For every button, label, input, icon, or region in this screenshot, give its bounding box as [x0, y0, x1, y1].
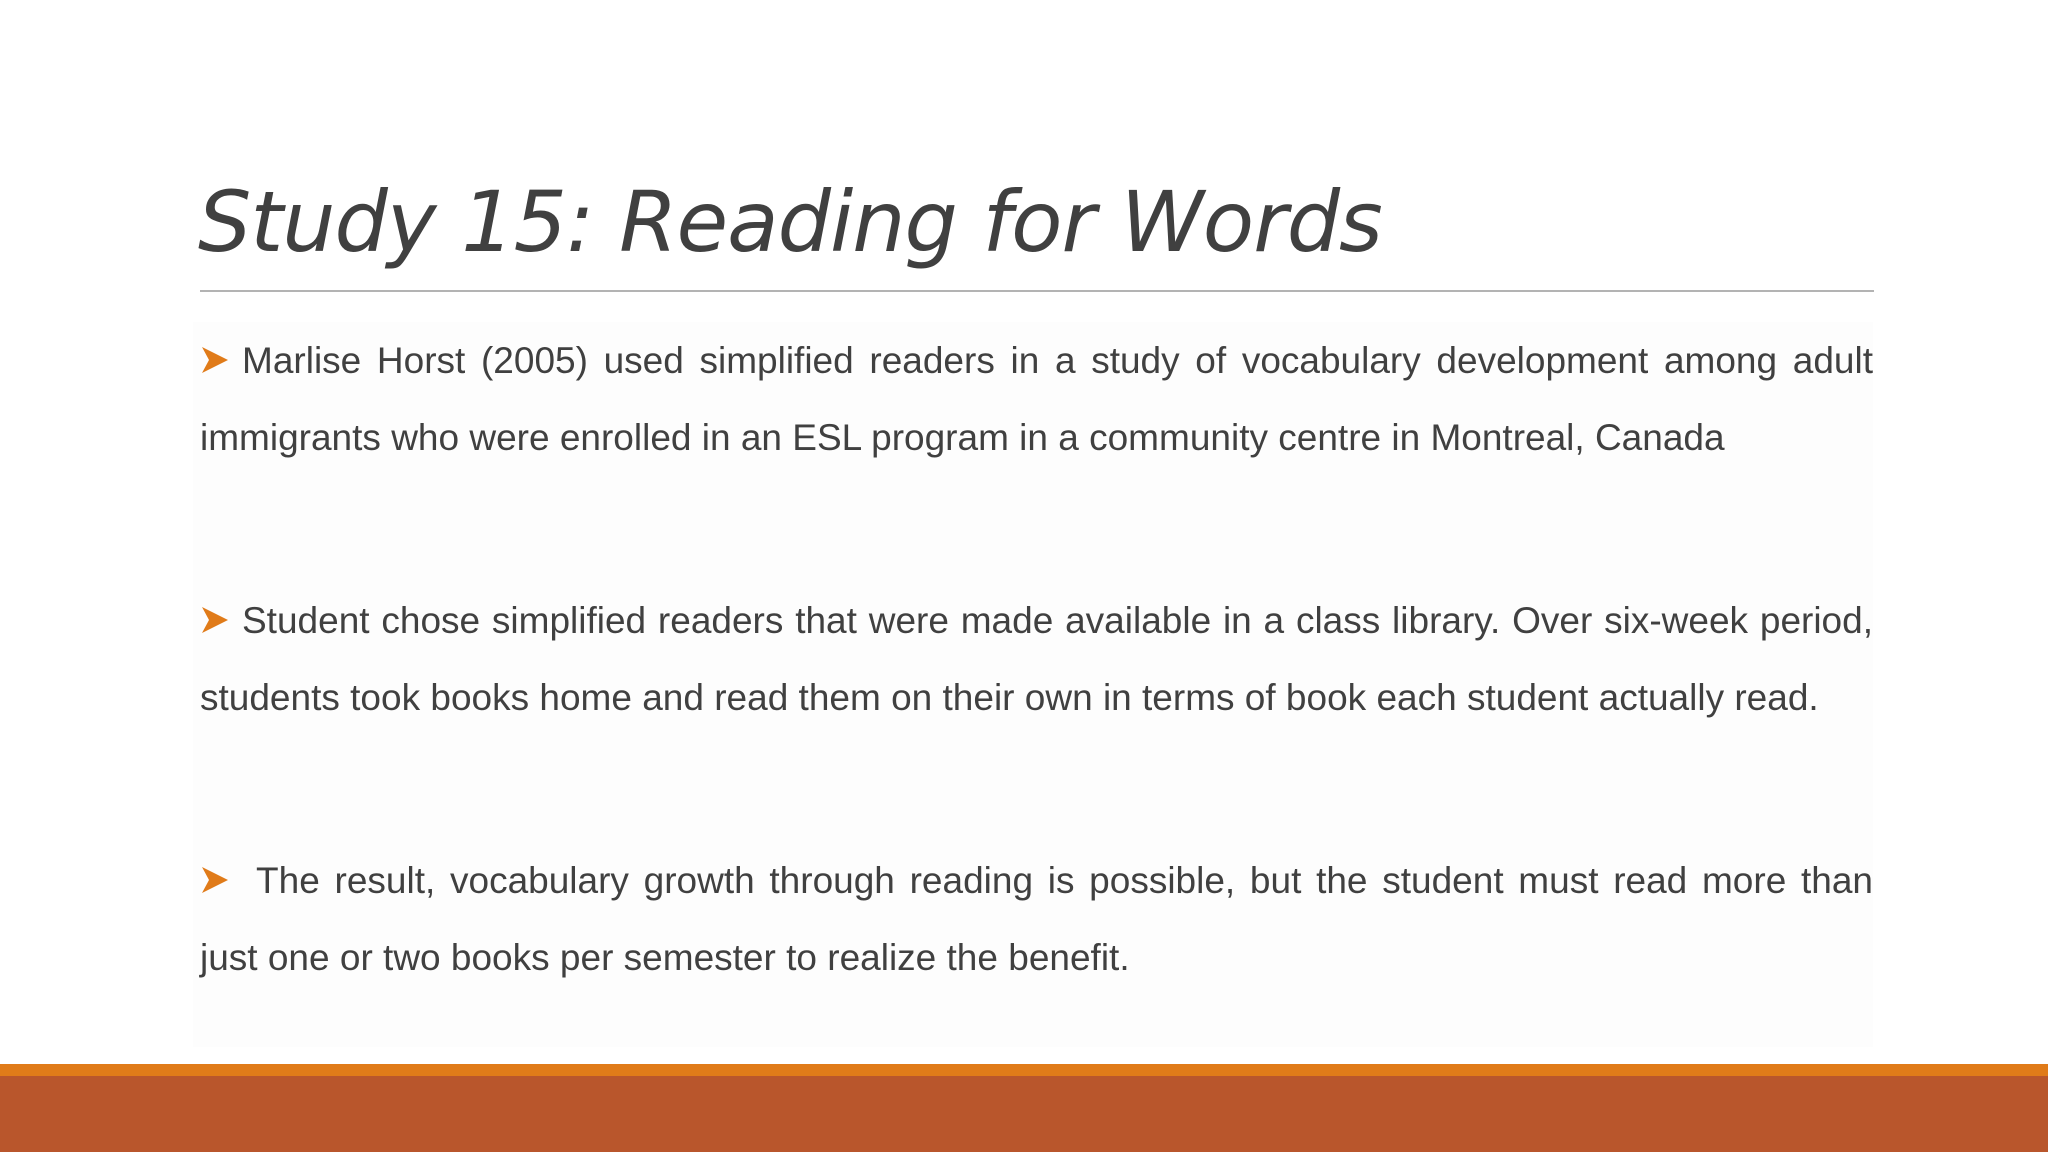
slide-title: Study 15: Reading for Words	[198, 173, 1382, 271]
bullet-item	[193, 582, 1873, 736]
content-area	[193, 322, 1873, 1047]
bullet-text: Marlise Horst (2005) used simplified readers in a study of vocabulary development among adult immigrants who were enrolled in an ESL program in a community centre in Montreal, Canada	[200, 340, 1873, 458]
footer-bar	[0, 1076, 2048, 1152]
arrow-bullet-icon	[200, 345, 230, 375]
arrow-bullet-icon	[200, 605, 230, 635]
arrow-bullet-icon	[200, 865, 230, 895]
bullet-item	[193, 842, 1873, 996]
footer-accent-stripe	[0, 1064, 2048, 1076]
title-divider	[200, 290, 1874, 292]
bullet-text: Student chose simplified readers that were made available in a class library. Over six-week period, students took books home and read them on their own in terms of book each student actually read.	[200, 600, 1873, 718]
bullet-text: The result, vocabulary growth through reading is possible, but the student must read more than just one or two books per semester to realize the benefit.	[200, 860, 1873, 978]
bullet-item	[193, 322, 1873, 476]
